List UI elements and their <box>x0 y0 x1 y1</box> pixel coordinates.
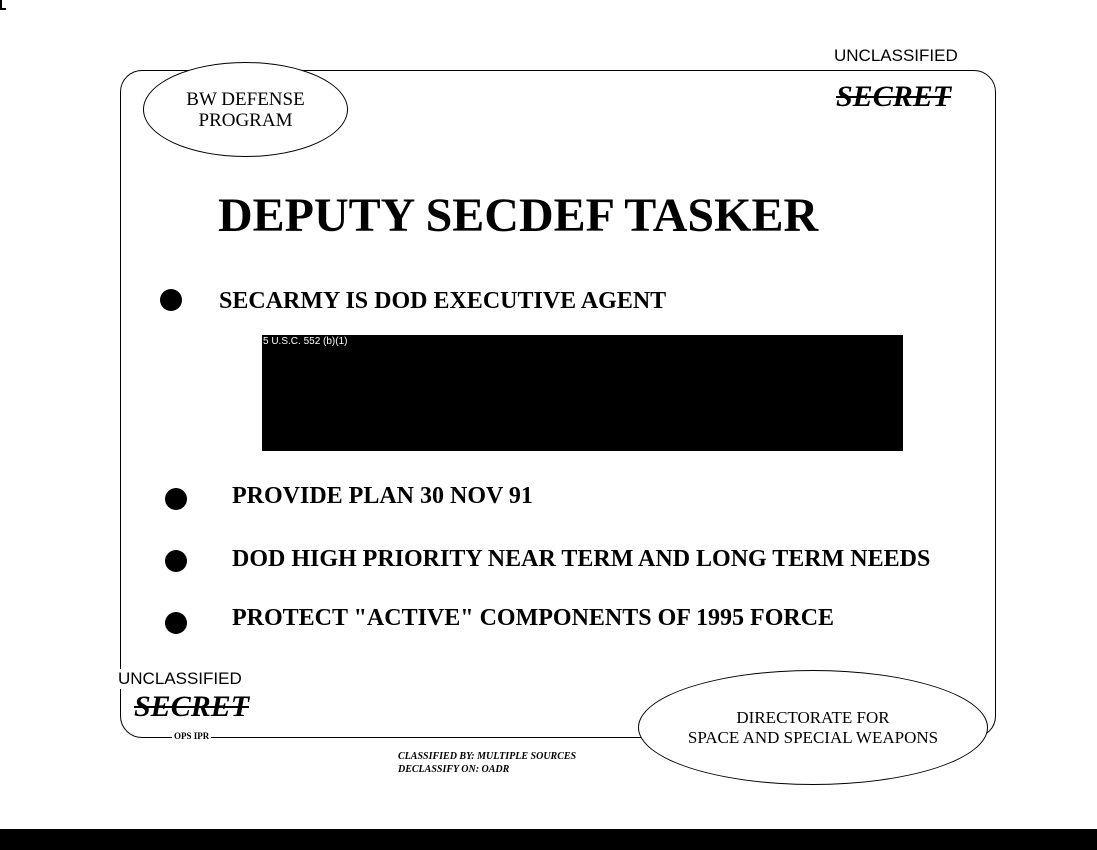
top-secret-marking: SECRET <box>836 80 952 113</box>
bullet-dot <box>165 550 187 572</box>
slide-title: DEPUTY SECDEF TASKER <box>218 189 819 242</box>
bottom-unclassified-marking: UNCLASSIFIED <box>118 669 242 688</box>
bw-defense-badge-line2: PROGRAM <box>198 109 293 131</box>
directorate-badge-line1: DIRECTORATE FOR <box>736 707 890 727</box>
top-unclassified-marking: UNCLASSIFIED <box>834 46 958 65</box>
redaction-exemption-label: 5 U.S.C. 552 (b)(1) <box>263 336 348 347</box>
bullet-item-protect-components: PROTECT "ACTIVE" COMPONENTS OF 1995 FORCE <box>232 605 835 631</box>
classified-by-line: CLASSIFIED BY: MULTIPLE SOURCES <box>398 751 577 762</box>
directorate-badge <box>638 670 988 785</box>
bottom-secret-marking: SECRET <box>134 690 253 724</box>
bullet-item-priority-needs: DOD HIGH PRIORITY NEAR TERM AND LONG TERM NEEDS <box>232 546 931 572</box>
bw-defense-badge-line1: BW DEFENSE <box>186 88 305 110</box>
directorate-badge-line2: SPACE AND SPECIAL WEAPONS <box>687 727 939 747</box>
bw-defense-badge <box>143 62 348 157</box>
bullet-item-provide-plan: PROVIDE PLAN 30 NOV 91 <box>232 483 533 509</box>
bullet-dot <box>165 612 187 634</box>
bullet-item-executive-agent: SECARMY IS DOD EXECUTIVE AGENT <box>219 288 667 314</box>
bullet-dot <box>165 488 187 510</box>
bullet-dot <box>160 289 182 311</box>
scan-edge-mark-horizontal <box>0 8 6 10</box>
classification-authority <box>398 750 576 776</box>
scan-bottom-border <box>0 829 1097 850</box>
ops-ipr-code: OPS IPR <box>174 731 210 741</box>
declassify-on-line: DECLASSIFY ON: OADR <box>398 764 510 775</box>
redaction-block <box>262 335 903 451</box>
